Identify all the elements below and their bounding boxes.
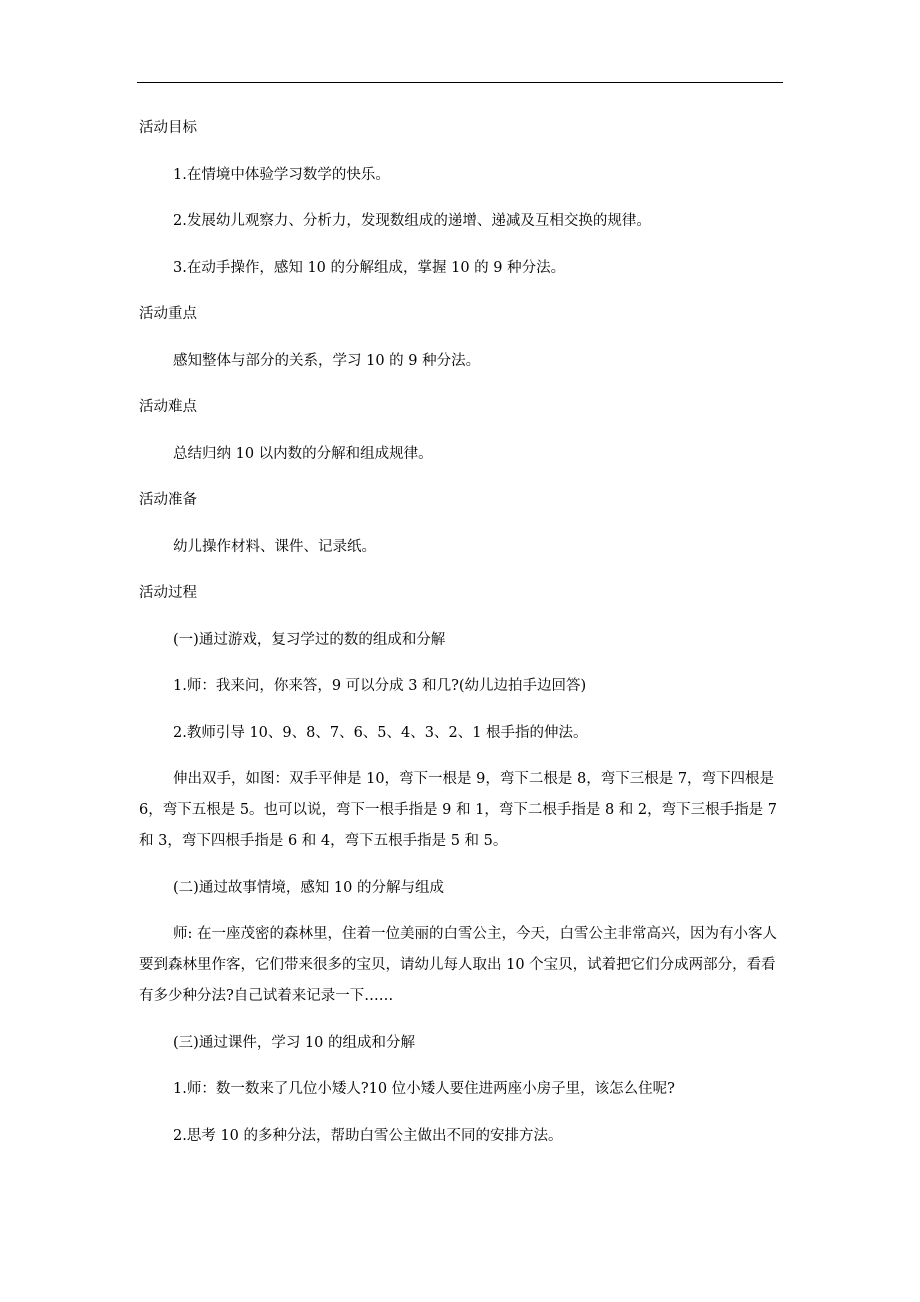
process-step-3-title: (三)通过课件，学习 10 的组成和分解 — [173, 1034, 415, 1051]
goal-item-2: 2.发展幼儿观察力、分析力，发现数组成的递增、递减及互相交换的规律。 — [173, 213, 651, 229]
difficulty-text: 总结归纳 10 以内数的分解和组成规律。 — [173, 445, 433, 462]
section-heading-goals: 活动目标 — [139, 120, 197, 136]
process-step-3-item-1: 1.师：数一数来了几位小矮人?10 位小矮人要住进两座小房子里，该怎么住呢? — [173, 1081, 675, 1097]
document-body — [139, 113, 787, 1167]
header-rule — [137, 82, 783, 83]
focus-text: 感知整体与部分的关系，学习 10 的 9 种分法。 — [173, 352, 481, 369]
section-heading-process: 活动过程 — [139, 585, 197, 601]
section-heading-focus: 活动重点 — [139, 306, 197, 322]
section-heading-difficulty: 活动难点 — [139, 399, 197, 415]
goal-item-3: 3.在动手操作，感知 10 的分解组成，掌握 10 的 9 种分法。 — [173, 259, 566, 276]
section-heading-preparation: 活动准备 — [139, 492, 197, 508]
process-step-1-title: (一)通过游戏，复习学过的数的组成和分解 — [173, 631, 446, 648]
goal-item-1: 1.在情境中体验学习数学的快乐。 — [173, 166, 390, 183]
process-step-1-item-2: 2.教师引导 10、9、8、7、6、5、4、3、2、1 根手指的伸法。 — [173, 724, 588, 741]
story-paragraph: 师: 在一座茂密的森林里，住着一位美丽的白雪公主，今天，白雪公主非常高兴，因为有小客人要到森林里作客，它们带来很多的宝贝，请幼儿每人取出 10 个宝贝，试着把它们分成两部分，看看有多少种分法?自己试着来记录一下…… — [139, 926, 777, 1004]
finger-explanation-paragraph: 伸出双手，如图：双手平伸是 10，弯下一根是 9，弯下二根是 8，弯下三根是 7，弯下四根是 6，弯下五根是 5。也可以说，弯下一根手指是 9 和 1，弯下二根手指是 8 和 2，弯下三根手指是 7 和 3，弯下四根手指是 6 和 4，弯下五根手指是 5 和 5。 — [139, 771, 777, 849]
preparation-text: 幼儿操作材料、课件、记录纸。 — [173, 538, 376, 555]
process-step-2-title: (二)通过故事情境，感知 10 的分解与组成 — [173, 879, 444, 896]
process-step-1-item-1: 1.师：我来问，你来答，9 可以分成 3 和几?(幼儿边拍手边回答) — [173, 678, 587, 694]
process-step-3-item-2: 2.思考 10 的多种分法，帮助白雪公主做出不同的安排方法。 — [173, 1127, 563, 1144]
